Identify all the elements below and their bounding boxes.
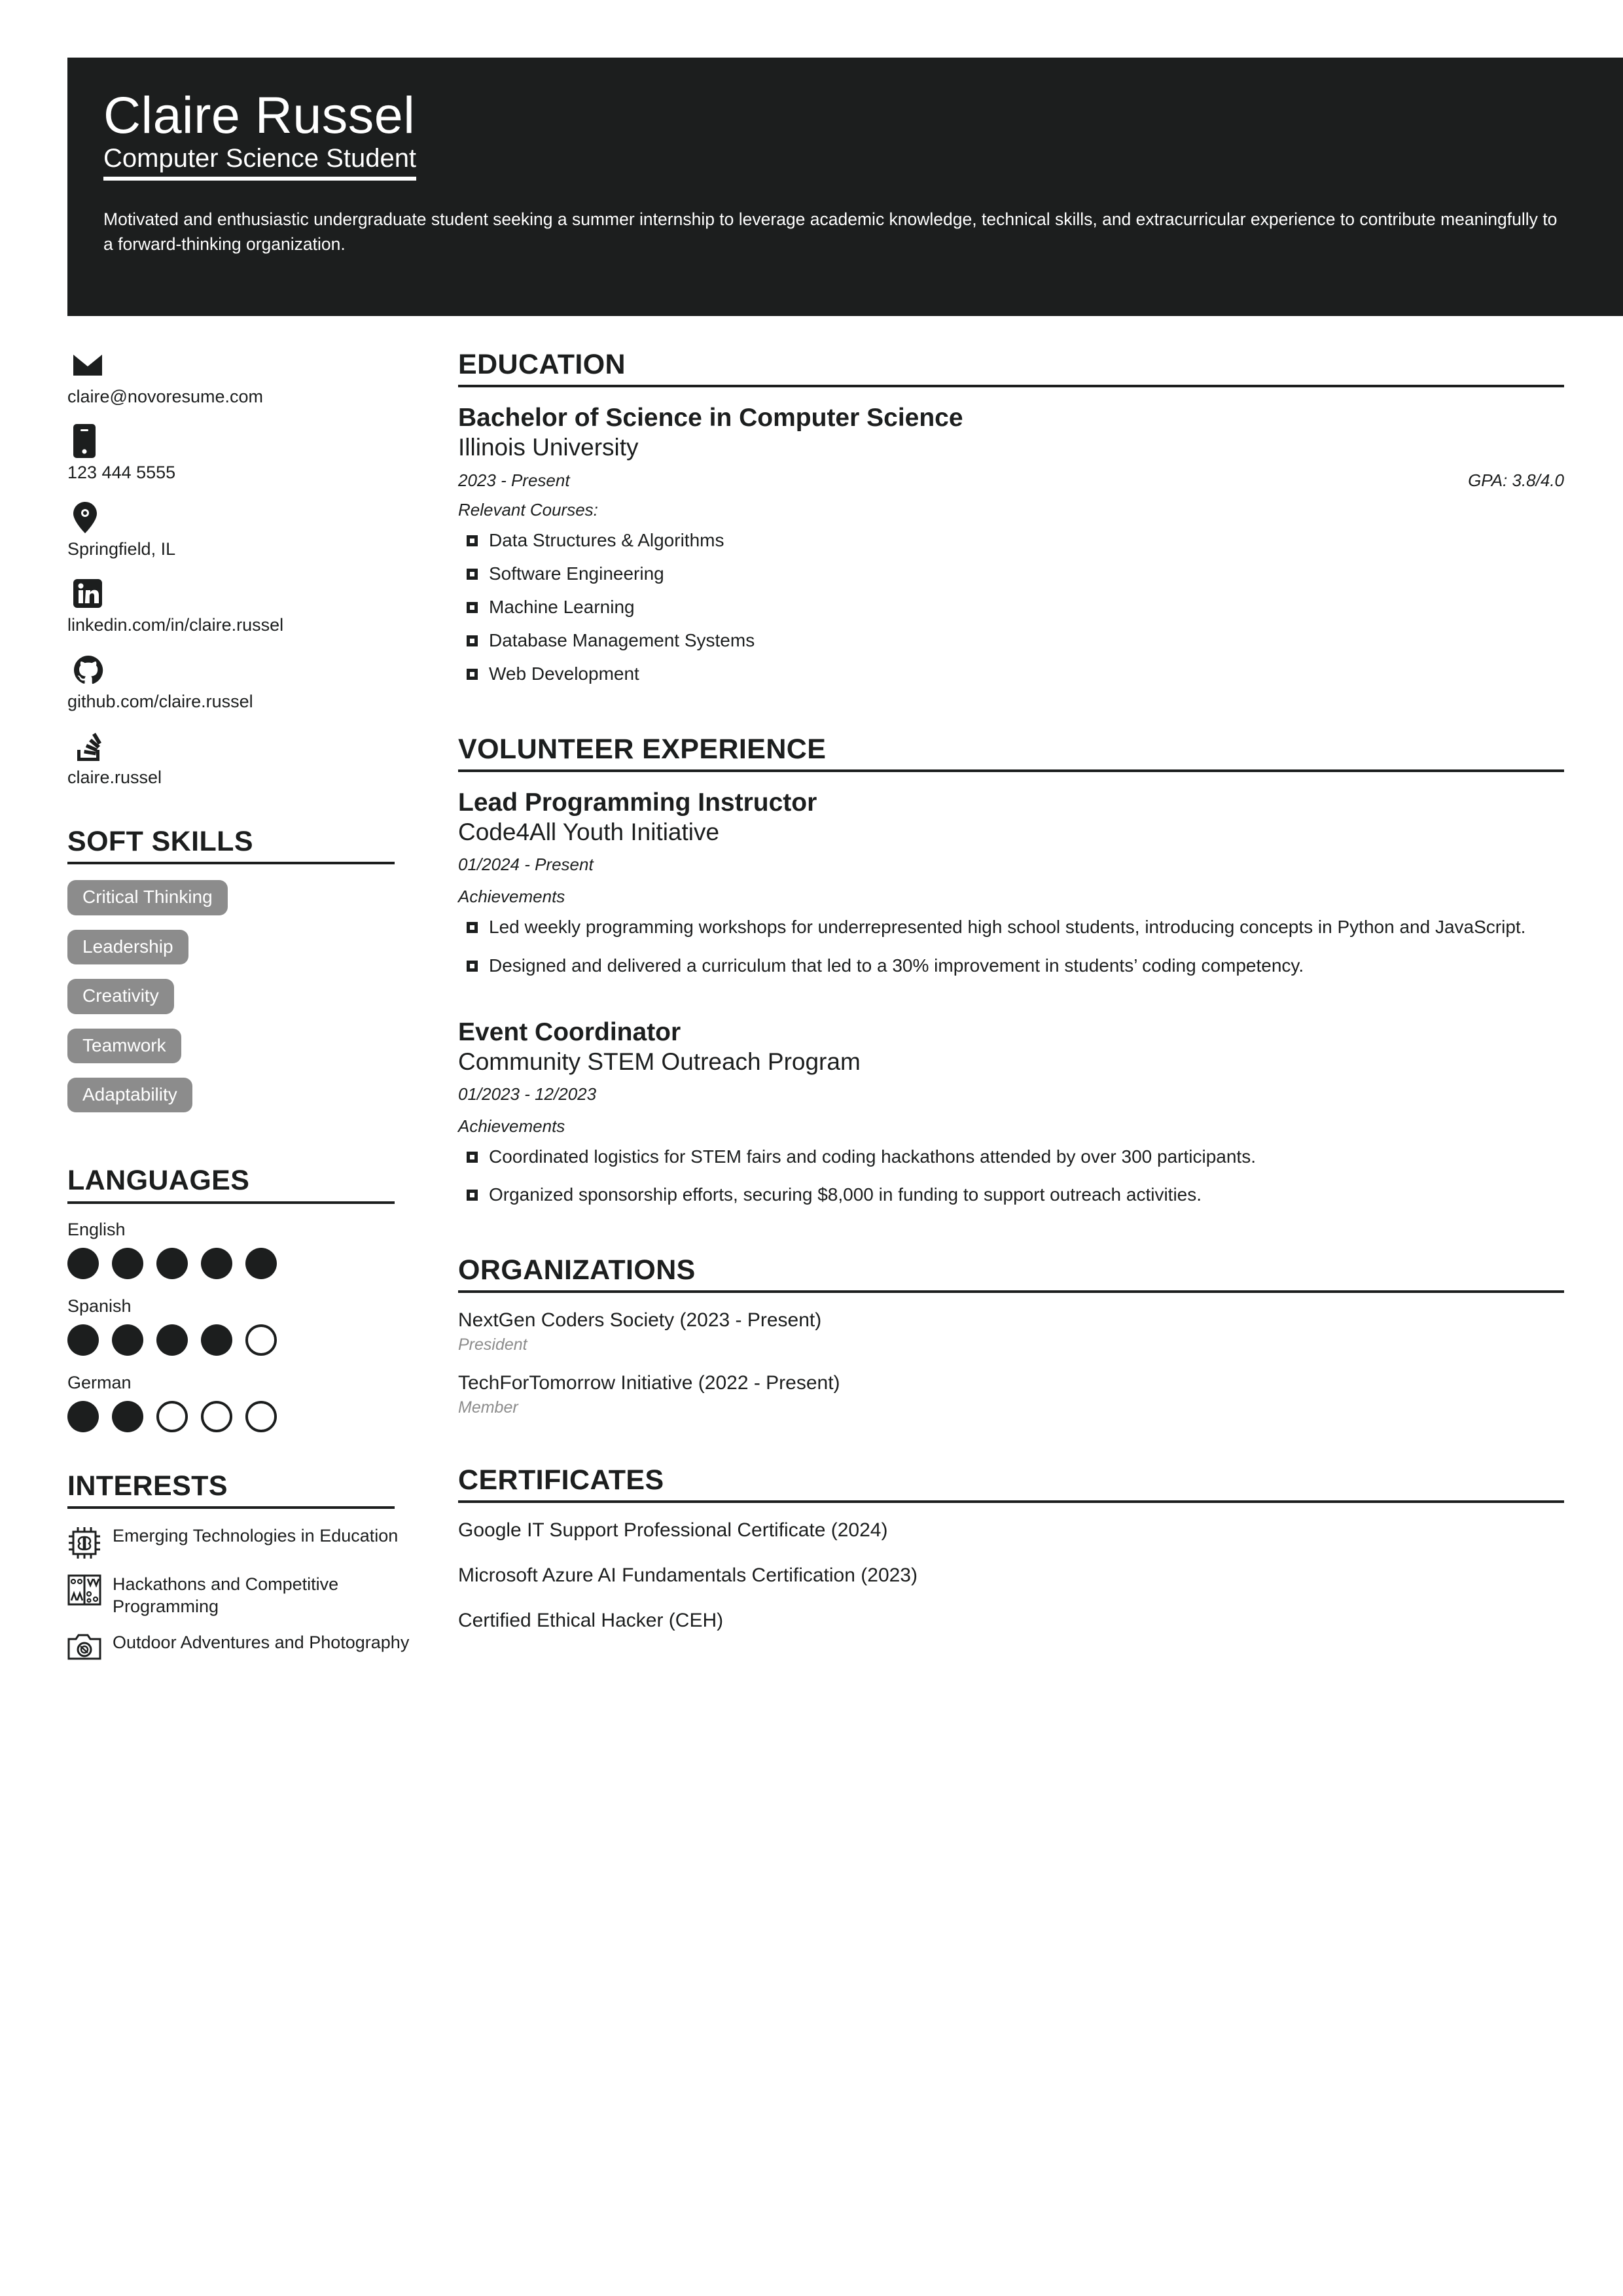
level-dot-filled xyxy=(156,1248,188,1279)
stackoverflow-icon xyxy=(73,731,414,761)
resume-header xyxy=(67,58,1623,316)
volunteer-dates: 01/2024 - Present xyxy=(458,855,594,875)
contact-stackoverflow-text: claire.russel xyxy=(67,767,162,787)
level-dot-filled xyxy=(201,1248,232,1279)
level-dot-filled xyxy=(112,1401,143,1432)
education-rule xyxy=(458,385,1564,387)
map-pin-icon xyxy=(73,503,414,533)
ai-chip-icon xyxy=(67,1526,101,1560)
level-dot-empty xyxy=(245,1324,277,1356)
list-item: Database Management Systems xyxy=(458,628,1564,653)
language-level-dots xyxy=(67,1248,414,1279)
envelope-icon xyxy=(73,350,414,380)
interest-label: Emerging Technologies in Education xyxy=(113,1525,399,1545)
main-column xyxy=(458,350,1564,1654)
mobile-phone-icon xyxy=(73,426,414,456)
volunteer-entry xyxy=(458,788,1564,978)
list-item: Led weekly programming workshops for underrepresented high school students, introducing concepts in Python and JavaScript. xyxy=(458,915,1564,940)
contact-linkedin[interactable] xyxy=(67,578,414,635)
interest-item xyxy=(67,1525,414,1560)
job-title-underline xyxy=(103,145,416,181)
language-level-dots xyxy=(67,1401,414,1432)
volunteer-dates: 01/2023 - 12/2023 xyxy=(458,1084,597,1104)
soft-skill-item xyxy=(67,979,414,1028)
level-dot-filled xyxy=(245,1248,277,1279)
education-school: Illinois University xyxy=(458,434,639,461)
volunteer-section xyxy=(458,735,1564,1207)
certificate-item: Microsoft Azure AI Fundamentals Certification (2023) xyxy=(458,1564,918,1587)
contact-stackoverflow[interactable] xyxy=(67,731,414,788)
language-level-dots xyxy=(67,1324,414,1356)
organizations-section xyxy=(458,1256,1564,1417)
education-gpa: GPA: 3.8/4.0 xyxy=(1468,470,1564,490)
level-dot-empty xyxy=(201,1401,232,1432)
github-icon xyxy=(73,655,414,685)
contact-location[interactable] xyxy=(67,503,414,559)
education-entry xyxy=(458,403,1564,686)
education-degree: Bachelor of Science in Computer Science xyxy=(458,404,963,433)
organization-name: TechForTomorrow Initiative (2022 - Present) xyxy=(458,1372,840,1394)
languages-heading: LANGUAGES xyxy=(67,1165,250,1197)
education-courses-list xyxy=(458,528,1564,686)
soft-skills-section xyxy=(67,827,414,1127)
volunteer-org: Code4All Youth Initiative xyxy=(458,819,720,846)
volunteer-achievements-label: Achievements xyxy=(458,887,565,907)
volunteer-org: Community STEM Outreach Program xyxy=(458,1048,861,1075)
contact-linkedin-text: linkedin.com/in/claire.russel xyxy=(67,615,284,635)
contact-email-text: claire@novoresume.com xyxy=(67,387,264,406)
soft-skills-heading: SOFT SKILLS xyxy=(67,826,253,858)
interests-heading: INTERESTS xyxy=(67,1470,228,1502)
level-dot-filled xyxy=(67,1248,99,1279)
organization-item xyxy=(458,1371,1564,1417)
interest-item xyxy=(67,1631,414,1667)
education-courses-label: Relevant Courses: xyxy=(458,499,598,520)
certificates-rule xyxy=(458,1500,1564,1503)
page-title: Claire Russel xyxy=(103,86,416,144)
language-name: English xyxy=(67,1219,126,1239)
sidebar xyxy=(67,350,414,1680)
list-item: Organized sponsorship efforts, securing $8,000 in funding to support outreach activities. xyxy=(458,1182,1564,1207)
volunteer-achievements-label: Achievements xyxy=(458,1116,565,1137)
volunteer-role: Event Coordinator xyxy=(458,1017,681,1046)
soft-skills-rule xyxy=(67,862,395,864)
certificate-item: Google IT Support Professional Certificate (2024) xyxy=(458,1519,888,1542)
level-dot-filled xyxy=(112,1248,143,1279)
contact-github[interactable] xyxy=(67,655,414,712)
education-meta-row xyxy=(458,470,1564,491)
volunteer-heading: VOLUNTEER EXPERIENCE xyxy=(458,733,827,765)
organization-role: President xyxy=(458,1335,527,1354)
certificate-item: Certified Ethical Hacker (CEH) xyxy=(458,1610,724,1632)
soft-skill-item xyxy=(67,930,414,979)
volunteer-role: Lead Programming Instructor xyxy=(458,788,817,817)
language-item xyxy=(67,1220,414,1279)
organization-name: NextGen Coders Society (2023 - Present) xyxy=(458,1309,822,1332)
interest-label: Outdoor Adventures and Photography xyxy=(113,1632,410,1652)
level-dot-filled xyxy=(156,1324,188,1356)
soft-skill-item xyxy=(67,1078,414,1127)
soft-skill-pill: Critical Thinking xyxy=(67,880,228,915)
language-name: German xyxy=(67,1372,132,1392)
contact-block xyxy=(67,350,414,788)
linkedin-icon xyxy=(73,578,414,609)
level-dot-empty xyxy=(156,1401,188,1432)
certificates-section xyxy=(458,1466,1564,1633)
camera-icon xyxy=(67,1633,101,1667)
organization-role: Member xyxy=(458,1398,518,1417)
organizations-rule xyxy=(458,1290,1564,1293)
volunteer-rule xyxy=(458,769,1564,772)
level-dot-filled xyxy=(67,1401,99,1432)
contact-github-text: github.com/claire.russel xyxy=(67,691,253,711)
level-dot-filled xyxy=(67,1324,99,1356)
level-dot-filled xyxy=(112,1324,143,1356)
contact-phone[interactable] xyxy=(67,426,414,483)
organizations-heading: ORGANIZATIONS xyxy=(458,1254,696,1286)
list-item: Machine Learning xyxy=(458,595,1564,620)
soft-skill-pill: Teamwork xyxy=(67,1029,181,1063)
list-item: Coordinated logistics for STEM fairs and coding hackathons attended by over 300 participants. xyxy=(458,1144,1564,1169)
board-game-icon xyxy=(67,1574,101,1608)
languages-section xyxy=(67,1166,414,1432)
list-item: Web Development xyxy=(458,662,1564,686)
education-dates: 2023 - Present xyxy=(458,470,570,490)
interest-label: Hackathons and Competitive Programming xyxy=(113,1574,339,1617)
soft-skill-pill: Creativity xyxy=(67,979,174,1014)
interest-item xyxy=(67,1573,414,1618)
volunteer-achievements-list xyxy=(458,1144,1564,1207)
list-item: Designed and delivered a curriculum that led to a 30% improvement in students’ coding competency. xyxy=(458,953,1564,978)
soft-skill-item xyxy=(67,880,414,929)
education-section xyxy=(458,350,1564,686)
interests-section xyxy=(67,1472,414,1667)
organization-item xyxy=(458,1309,1564,1354)
job-title: Computer Science Student xyxy=(103,144,417,173)
language-item xyxy=(67,1296,414,1356)
language-item xyxy=(67,1373,414,1432)
list-item: Software Engineering xyxy=(458,561,1564,586)
contact-location-text: Springfield, IL xyxy=(67,539,176,559)
level-dot-empty xyxy=(245,1401,277,1432)
soft-skill-item xyxy=(67,1029,414,1078)
language-name: Spanish xyxy=(67,1296,132,1316)
volunteer-entry xyxy=(458,1017,1564,1208)
contact-phone-text: 123 444 5555 xyxy=(67,463,176,483)
profile-summary: Motivated and enthusiastic undergraduate student seeking a summer internship to leverage academic knowledge, technical skills, and extracurricular experience to contribute meaningfully to a forward-thinking organization. xyxy=(103,209,1558,255)
soft-skill-pill: Leadership xyxy=(67,930,188,964)
education-heading: EDUCATION xyxy=(458,349,626,380)
list-item: Data Structures & Algorithms xyxy=(458,528,1564,553)
contact-email[interactable] xyxy=(67,350,414,407)
languages-rule xyxy=(67,1201,395,1204)
volunteer-achievements-list xyxy=(458,915,1564,978)
certificates-heading: CERTIFICATES xyxy=(458,1464,664,1496)
interests-rule xyxy=(67,1506,395,1509)
soft-skill-pill: Adaptability xyxy=(67,1078,192,1112)
level-dot-filled xyxy=(201,1324,232,1356)
